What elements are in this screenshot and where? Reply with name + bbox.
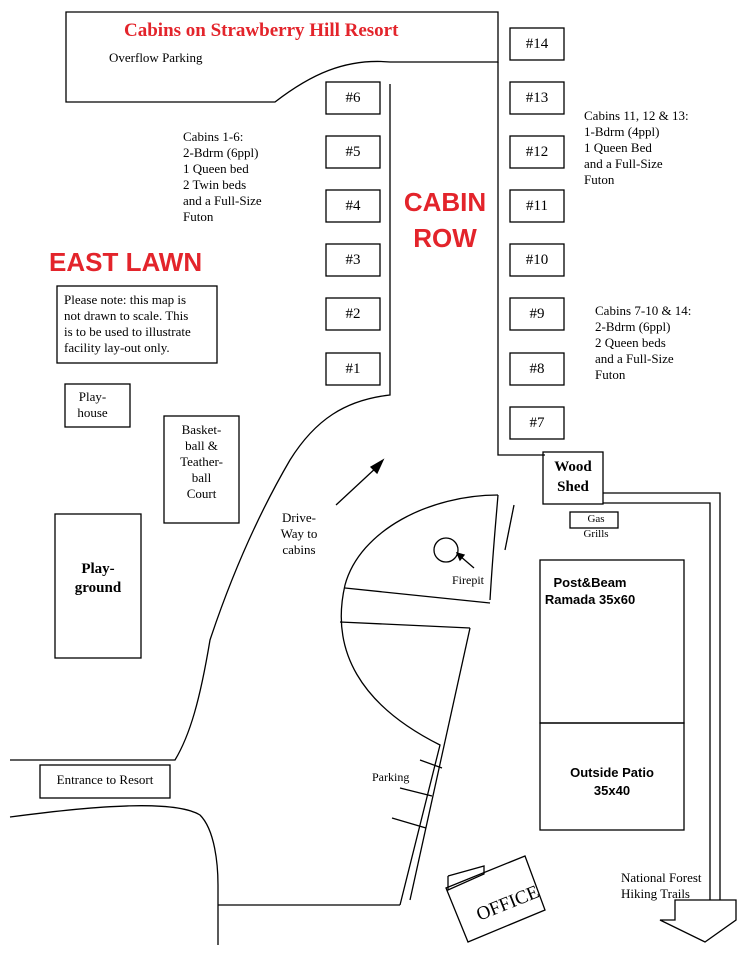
court-label: Basket- ball & Teather- ball Court bbox=[180, 422, 223, 501]
overflow-parking-label: Overflow Parking bbox=[109, 50, 203, 65]
cabin-label: #9 bbox=[529, 305, 545, 322]
cabin-label: #6 bbox=[345, 89, 361, 106]
plaza-inner-east bbox=[410, 628, 470, 900]
wood-shed-label: Wood Shed bbox=[554, 459, 592, 495]
plaza-chord-1 bbox=[345, 588, 490, 603]
trail-arrow bbox=[660, 900, 736, 942]
ramada-label: Post&Beam Ramada 35x60 bbox=[544, 575, 636, 607]
cabin-label: #7 bbox=[529, 414, 545, 431]
cabin-label: #4 bbox=[345, 197, 361, 214]
map-title: Cabins on Strawberry Hill Resort bbox=[124, 20, 399, 41]
entrance-label: Entrance to Resort bbox=[56, 772, 154, 787]
gas-grills-label: Gas Grills bbox=[583, 513, 609, 540]
cabin-label: #3 bbox=[345, 251, 361, 268]
cabin-label: #11 bbox=[526, 197, 548, 214]
firepit-label: Firepit bbox=[452, 573, 484, 587]
plaza-chord-2 bbox=[340, 622, 470, 628]
cabin-label: #10 bbox=[525, 251, 549, 268]
cabin-label: #1 bbox=[345, 360, 361, 377]
playground-label: Play- ground bbox=[74, 561, 122, 596]
driveway-arrow bbox=[336, 466, 378, 505]
cabin-row-label: CABIN ROW bbox=[403, 187, 487, 253]
parking-label: Parking bbox=[372, 770, 410, 784]
cabin-label: #8 bbox=[529, 360, 545, 377]
office-porch bbox=[448, 866, 484, 890]
office-label: OFFICE bbox=[473, 881, 543, 926]
playhouse-label: Play- house bbox=[77, 389, 108, 420]
plaza-edge-east bbox=[490, 495, 498, 600]
east-lawn-label: EAST LAWN bbox=[49, 247, 203, 277]
firepit-circle bbox=[434, 538, 458, 562]
disclaimer-note: Please note: this map is not drawn to scale. This is to be used to illustrate facility lay-out only. bbox=[64, 292, 191, 355]
cabins-11-13-note: Cabins 11, 12 & 13: 1-Bdrm (4ppl) 1 Queen Bed and a Full-Size Futon bbox=[584, 108, 689, 187]
cabin-label: #12 bbox=[525, 143, 549, 160]
entrance-road bbox=[10, 806, 218, 945]
cabin-label: #2 bbox=[345, 305, 361, 322]
trail-path bbox=[603, 493, 720, 900]
cabin-label: #5 bbox=[345, 143, 361, 160]
plaza-inner-east-2 bbox=[505, 505, 514, 550]
plaza-outline bbox=[341, 495, 498, 905]
driveway-label: Drive- Way to cabins bbox=[280, 510, 318, 557]
cabin-label: #14 bbox=[525, 35, 549, 52]
cabin-label: #13 bbox=[525, 89, 549, 106]
cabins-7-10-14-note: Cabins 7-10 & 14: 2-Bdrm (6ppl) 2 Queen beds and a Full-Size Futon bbox=[595, 303, 692, 382]
cabins-1-6-note: Cabins 1-6: 2-Bdrm (6ppl) 1 Queen bed 2 Twin beds and a Full-Size Futon bbox=[183, 129, 262, 224]
trails-label: National Forest Hiking Trails bbox=[621, 870, 702, 901]
patio-label: Outside Patio 35x40 bbox=[570, 765, 654, 798]
